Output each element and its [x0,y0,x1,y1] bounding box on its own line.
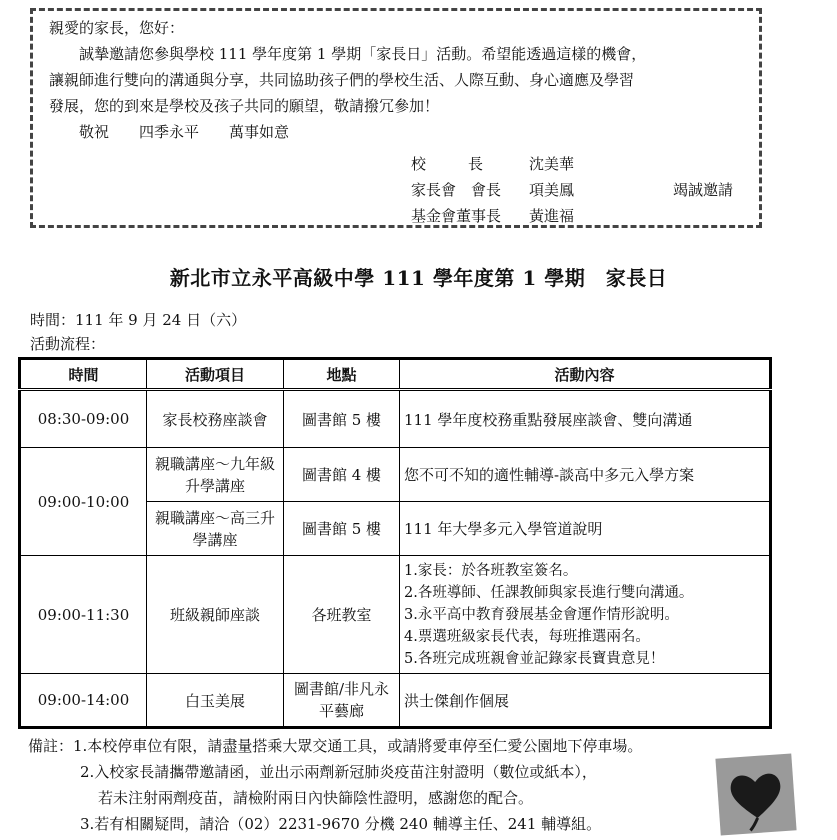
cell-time: 09:00-10:00 [20,448,147,556]
table-row [20,556,771,674]
cell-item: 親職講座～九年級升學講座 [147,448,284,502]
invitation-body-line: 發展，您的到來是學校及孩子共同的願望，敬請撥冗參加！ [49,97,440,115]
signatory-principal [411,151,574,177]
cell-time: 09:00-14:00 [20,674,147,728]
header-item: 活動項目 [147,359,284,390]
cell-content: 111 年大學多元入學管道說明 [400,502,771,556]
greeting: 親愛的家長，您好： [49,19,185,37]
sincerely-invite: 竭誠邀請 [673,181,734,199]
event-time: 時間：111 年 9 月 24 日（六） [30,311,247,329]
cell-content-list [400,556,771,674]
note-line: 2.入校家長請攜帶邀請函，並出示兩劑新冠肺炎疫苗注射證明（數位或紙本）， [80,763,597,781]
signatory-pta-chair [411,177,574,203]
signatory-foundation-chair [411,203,574,229]
signatory-name: 黃進福 [529,207,575,225]
table-row [20,448,771,502]
signatory-role: 家長會 會長 [411,181,502,199]
cell-content: 您不可不知的適性輔導-談高中多元入學方案 [400,448,771,502]
invitation-letter [30,8,762,228]
table-row [20,390,771,448]
table-row [20,674,771,728]
heart-photo-decoration [715,753,796,835]
cell-place: 各班教室 [284,556,400,674]
cell-item: 白玉美展 [147,674,284,728]
list-item: 1.家長：於各班教室簽名。 [404,562,578,579]
note-line: 若未注射兩劑疫苗，請檢附兩日內快篩陰性證明，感謝您的配合。 [98,789,534,807]
cell-item: 親職講座～高三升學講座 [147,502,284,556]
flow-label: 活動流程： [30,335,106,353]
cell-place: 圖書館 5 樓 [284,502,400,556]
cell-place: 圖書館 5 樓 [284,390,400,448]
list-item: 4.票選班級家長代表，每班推選兩名。 [404,628,650,645]
notes [28,733,642,837]
signatory-name: 項美鳳 [529,181,575,199]
note-line: 3.若有相關疑問，請洽（02）2231-9670 分機 240 輔導主任、241 輔導組。 [80,815,602,833]
blessing: 敬祝 四季永平 萬事如意 [79,123,290,141]
list-item: 5.各班完成班親會並記錄家長寶貴意見！ [404,650,665,667]
cell-item: 班級親師座談 [147,556,284,674]
cell-content: 洪士傑創作個展 [400,674,771,728]
header-content: 活動內容 [400,359,771,390]
heart-icon [715,753,796,835]
cell-time: 09:00-11:30 [20,556,147,674]
header-time: 時間 [20,359,147,390]
list-item: 2.各班導師、任課教師與家長進行雙向溝通。 [404,584,694,601]
note-line: 備註：1.本校停車位有限，請盡量搭乘大眾交通工具，或請將愛車停至仁愛公園地下停車場。 [28,737,643,755]
invitation-body-line: 誠摯邀請您參與學校 111 學年度第 1 學期「家長日」活動。希望能透過這樣的機會， [79,45,647,63]
signatory-name: 沈美華 [529,155,575,173]
page-title: 新北市立永平高級中學 111 學年度第 1 學期 家長日 [169,266,668,290]
header-place: 地點 [284,359,400,390]
invitation-body-line: 讓親師進行雙向的溝通與分享，共同協助孩子們的學校生活、人際互動、身心適應及學習 [49,71,635,89]
signatory-role: 基金會董事長 [411,207,502,225]
cell-content: 111 學年度校務重點發展座談會、雙向溝通 [400,390,771,448]
schedule-table [18,357,772,729]
table-header-row [20,359,771,390]
signatory-role: 校長 [411,155,526,173]
cell-time: 08:30-09:00 [20,390,147,448]
list-item: 3.永平高中教育發展基金會運作情形說明。 [404,606,679,623]
cell-place: 圖書館 4 樓 [284,448,400,502]
cell-place: 圖書館/非凡永平藝廊 [284,674,400,728]
cell-item: 家長校務座談會 [147,390,284,448]
